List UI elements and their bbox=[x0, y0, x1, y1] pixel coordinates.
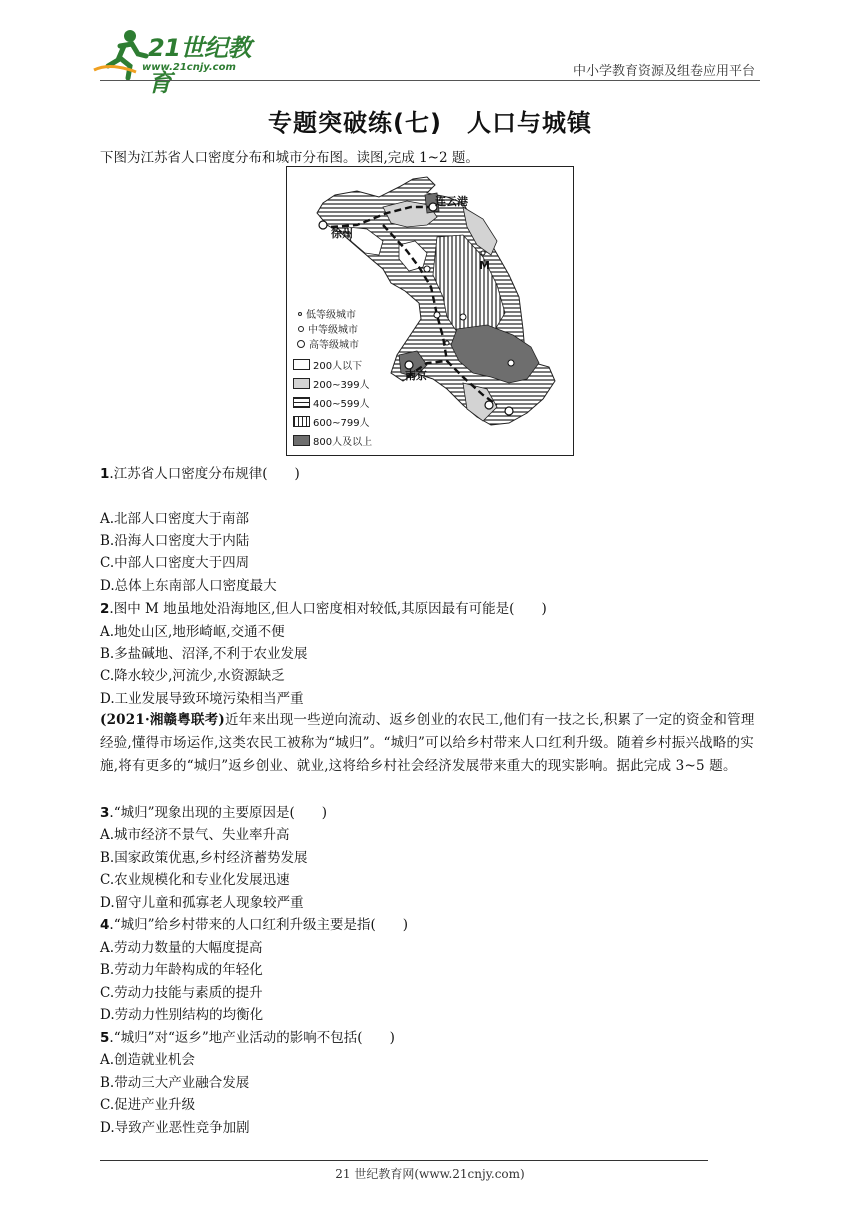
question-3-option-c[interactable]: C.农业规模化和专业化发展迅速 bbox=[100, 872, 290, 888]
logo-name: 21世纪教育 bbox=[148, 34, 251, 97]
swatch-200-399 bbox=[293, 378, 310, 389]
mid-city-icon bbox=[298, 326, 304, 332]
page-title: 专题突破练(七) 人口与城镇 bbox=[268, 109, 592, 137]
legend-density-3: 400~599人 bbox=[293, 395, 370, 410]
swatch-800-plus bbox=[293, 435, 310, 446]
legend-low-city: 低等级城市 bbox=[293, 306, 356, 321]
question-4-option-a[interactable]: A.劳动力数量的大幅度提高 bbox=[100, 940, 263, 956]
reading-passage bbox=[100, 709, 764, 778]
platform-name: 中小学教育资源及组卷应用平台 bbox=[572, 64, 755, 79]
site-logo[interactable] bbox=[90, 26, 260, 97]
question-2-option-a[interactable]: A.地处山区,地形崎岖,交通不便 bbox=[100, 624, 285, 640]
legend-density-4: 600~799人 bbox=[293, 414, 370, 429]
question-1-option-d[interactable]: D.总体上东南部人口密度最大 bbox=[100, 578, 277, 594]
label-m: M bbox=[479, 259, 490, 272]
passage-text: 近年来出现一些逆向流动、返乡创业的农民工,他们有一技之长,积累了一定的资金和管理经验,懂得市场运作,这类农民工被称为“城归”。“城归”可以给乡村带来人口红利升级。随着乡村振兴战略的实施,将有更多的“城归”返乡创业、就业,这将给乡村社会经济发展带来重大的现实影响。据此完成 3~5 题。 bbox=[100, 712, 755, 774]
runner-logo-icon bbox=[90, 26, 150, 82]
map-intro: 下图为江苏省人口密度分布和城市分布图。读图,完成 1~2 题。 bbox=[100, 150, 479, 166]
question-3-option-a[interactable]: A.城市经济不景气、失业率升高 bbox=[100, 827, 290, 843]
question-3-stem: 3.“城归”现象出现的主要原因是( ) bbox=[100, 805, 328, 821]
question-2-stem: 2.图中 M 地虽地处沿海地区,但人口密度相对较低,其原因最有可能是( ) bbox=[100, 601, 547, 617]
label-xuzhou: 徐州 bbox=[331, 227, 353, 240]
header-divider bbox=[100, 80, 760, 81]
question-2-option-c[interactable]: C.降水较少,河流少,水资源缺乏 bbox=[100, 668, 285, 684]
logo-url: www.21cnjy.com bbox=[142, 62, 236, 73]
question-5-option-b[interactable]: B.带动三大产业融合发展 bbox=[100, 1075, 250, 1091]
legend-density-2: 200~399人 bbox=[293, 376, 370, 391]
question-5-option-a[interactable]: A.创造就业机会 bbox=[100, 1052, 196, 1068]
question-5-stem: 5.“城归”对“返乡”地产业活动的影响不包括( ) bbox=[100, 1030, 395, 1046]
swatch-under-200 bbox=[293, 359, 310, 370]
page-header bbox=[0, 0, 860, 97]
question-5-option-d[interactable]: D.导致产业恶性竞争加剧 bbox=[100, 1120, 250, 1136]
jiangsu-population-map bbox=[286, 166, 574, 456]
question-4-option-b[interactable]: B.劳动力年龄构成的年轻化 bbox=[100, 962, 263, 978]
question-4-stem: 4.“城归”给乡村带来的人口红利升级主要是指( ) bbox=[100, 917, 409, 933]
high-city-icon bbox=[297, 340, 305, 348]
question-1-option-a[interactable]: A.北部人口密度大于南部 bbox=[100, 511, 250, 527]
footer-divider bbox=[100, 1160, 708, 1161]
question-3-option-d[interactable]: D.留守儿童和孤寡老人现象较严重 bbox=[100, 895, 304, 911]
question-1-option-c[interactable]: C.中部人口密度大于四周 bbox=[100, 555, 250, 571]
question-3-option-b[interactable]: B.国家政策优惠,乡村经济蓄势发展 bbox=[100, 850, 308, 866]
legend-density-1: 200人以下 bbox=[293, 357, 362, 372]
question-2-option-b[interactable]: B.多盐碱地、沼泽,不利于农业发展 bbox=[100, 646, 308, 662]
label-lianyungang: 连云港 bbox=[435, 195, 468, 208]
swatch-400-599 bbox=[293, 397, 310, 408]
label-nanjing: 南京 bbox=[405, 369, 427, 382]
question-1-stem: 1.江苏省人口密度分布规律( ) bbox=[100, 466, 300, 482]
question-4-option-c[interactable]: C.劳动力技能与素质的提升 bbox=[100, 985, 263, 1001]
question-4-option-d[interactable]: D.劳动力性别结构的均衡化 bbox=[100, 1007, 264, 1023]
legend-density-5: 800人及以上 bbox=[293, 433, 372, 448]
legend-mid-city: 中等级城市 bbox=[293, 321, 358, 336]
legend-high-city: 高等级城市 bbox=[293, 336, 359, 351]
passage-source: (2021·湘赣粤联考) bbox=[100, 712, 225, 728]
question-5-option-c[interactable]: C.促进产业升级 bbox=[100, 1097, 196, 1113]
page-footer: 21 世纪教育网(www.21cnjy.com) bbox=[335, 1167, 525, 1181]
low-city-icon bbox=[298, 312, 302, 316]
question-1-option-b[interactable]: B.沿海人口密度大于内陆 bbox=[100, 533, 250, 549]
swatch-600-799 bbox=[293, 416, 310, 427]
question-2-option-d[interactable]: D.工业发展导致环境污染相当严重 bbox=[100, 691, 304, 707]
